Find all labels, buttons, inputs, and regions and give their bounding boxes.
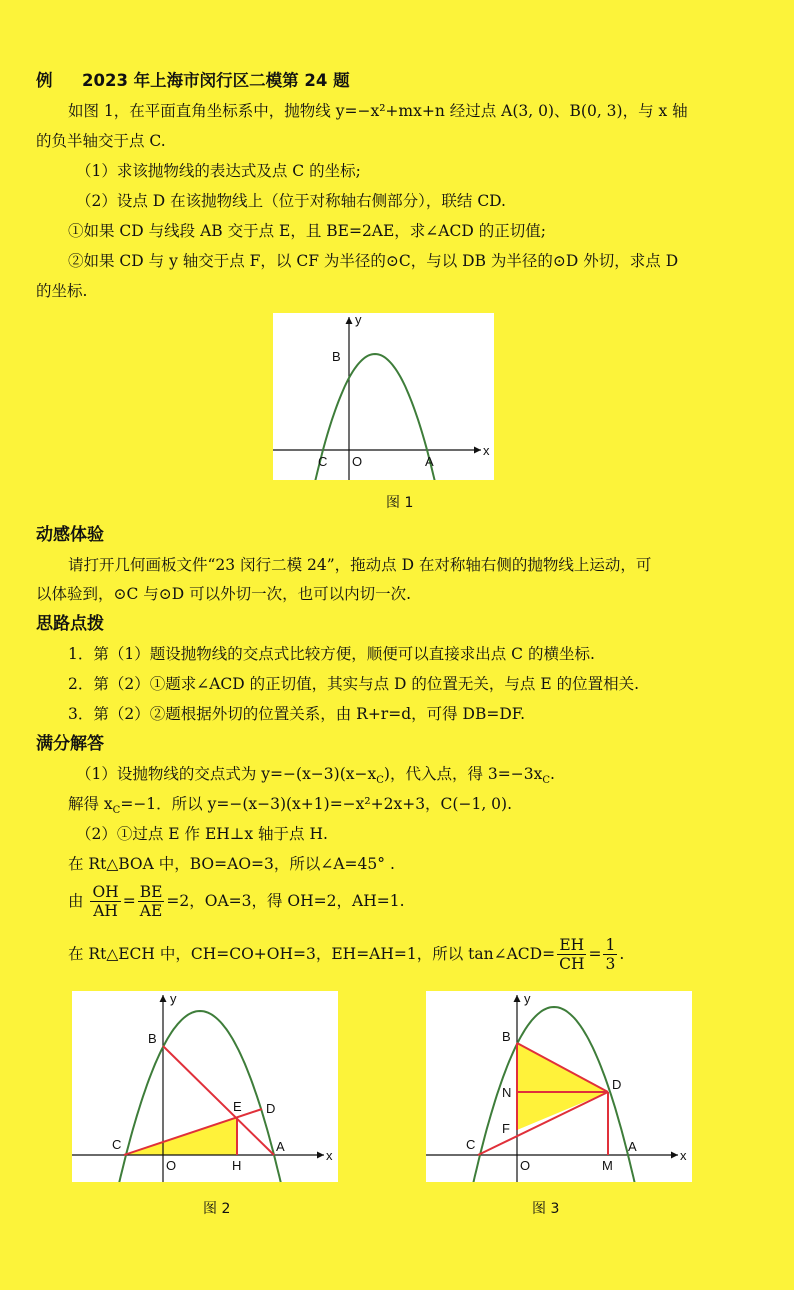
fig1-label-x: x (483, 443, 490, 458)
problem-line-2: 的负半轴交于点 C. (36, 132, 166, 150)
question-2a: ①如果 CD 与线段 AB 交于点 E，且 BE=2AE，求∠ACD 的正切值; (68, 222, 546, 240)
figure-2-caption: 图 2 (203, 1201, 231, 1217)
fig2-label-A: A (276, 1139, 285, 1154)
fig2-label-D: D (266, 1101, 276, 1116)
figure-3-svg (426, 991, 692, 1182)
s6-f2-den: 3 (605, 954, 616, 973)
fig3-label-M: M (602, 1158, 613, 1173)
s5-f2-den: AE (139, 901, 163, 920)
s6-fraction-1 (557, 936, 586, 973)
figure-2-svg (72, 991, 338, 1182)
s6-fraction-2 (603, 936, 617, 973)
figure-3 (426, 991, 692, 1182)
fig2-label-x: x (326, 1148, 333, 1163)
figure-1-caption: 图 1 (386, 495, 414, 511)
s5-fraction-1 (90, 883, 120, 920)
solution-step-3: （2）①过点 E 作 EH⊥x 轴于点 H. (76, 825, 328, 843)
s2-pre: 解得 x (68, 795, 113, 813)
s2-text: =−1．所以 y=−(x−3)(x+1)=−x²+2x+3，C(−1, 0). (120, 795, 513, 813)
dynamic-heading: 动感体验 (36, 525, 104, 545)
question-1: （1）求该抛物线的表达式及点 C 的坐标; (76, 162, 361, 180)
fig1-parabola (311, 354, 438, 480)
question-2: （2）设点 D 在该抛物线上（位于对称轴右侧部分），联结 CD. (76, 192, 506, 210)
fig3-triangle-fill (517, 1043, 608, 1130)
fig1-label-C: C (318, 454, 328, 469)
example-label: 例 (36, 71, 53, 90)
figure-2 (72, 991, 338, 1182)
hint-2: 2．第（2）①题求∠ACD 的正切值，其实与点 D 的位置无关，与点 E 的位置相关. (68, 675, 639, 693)
s6-f1-num: EH (557, 936, 586, 955)
fig2-label-B: B (148, 1031, 157, 1046)
fig3-label-D: D (612, 1077, 622, 1092)
s5-pre: 由 (68, 892, 84, 910)
fig3-label-O: O (520, 1158, 531, 1173)
s5-f1-num: OH (92, 882, 119, 901)
fig3-label-A: A (628, 1139, 637, 1154)
s5-eq: = (122, 892, 136, 910)
example-title-text: 2023 年上海市闵行区二模第 24 题 (82, 71, 350, 90)
s6-post: . (619, 945, 625, 963)
fig2-label-E: E (233, 1099, 242, 1114)
solution-step-2 (68, 793, 512, 822)
hint-1: 1．第（1）题设抛物线的交点式比较方便，顺便可以直接求出点 C 的横坐标. (68, 645, 595, 663)
solution-step-1 (76, 763, 555, 792)
fig2-label-y: y (170, 991, 177, 1006)
solution-step-5 (68, 880, 405, 921)
s1-text: （1）设抛物线的交点式为 y=−(x−3)(x−x (76, 765, 377, 783)
hint-3: 3．第（2）②题根据外切的位置关系，由 R+r=d，可得 DB=DF. (68, 705, 526, 723)
s2-sub: C (112, 805, 121, 817)
s5-f1-den: AH (93, 901, 118, 920)
dynamic-line-1: 请打开几何画板文件“23 闵行二模 24”，拖动点 D 在对称轴右侧的抛物线上运动，可 (68, 556, 652, 574)
problem-line-1: 如图 1，在平面直角坐标系中，抛物线 y=−x²+mx+n 经过点 A(3, 0)、B(0, 3)，与 x 轴 (68, 102, 688, 120)
s6-pre: 在 Rt△ECH 中，CH=CO+OH=3，EH=AH=1，所以 tan∠ACD= (68, 945, 556, 963)
hints-heading: 思路点拨 (36, 614, 104, 634)
fig3-label-y: y (524, 991, 531, 1006)
s5-post: =2，OA=3，得 OH=2，AH=1. (166, 892, 405, 910)
fig2-label-C: C (112, 1137, 122, 1152)
fig1-label-y: y (355, 313, 362, 327)
fig1-label-B: B (332, 349, 341, 364)
s1-sub: C (376, 775, 384, 787)
solution-heading: 满分解答 (36, 734, 104, 754)
s6-f2-num: 1 (605, 935, 616, 954)
fig3-label-N: N (502, 1085, 512, 1100)
s1-end: )，代入点，得 3=−3x (383, 765, 543, 783)
fig3-label-F: F (502, 1121, 510, 1136)
s6-eq: = (588, 945, 602, 963)
question-2b-line-2: 的坐标. (36, 282, 88, 300)
fig2-label-O: O (166, 1158, 177, 1173)
figure-1-svg (273, 313, 494, 480)
question-2b-line-1: ②如果 CD 与 y 轴交于点 F，以 CF 为半径的⊙C，与以 DB 为半径的⊙D 外切，求点 D (68, 252, 679, 270)
solution-step-4: 在 Rt△BOA 中，BO=AO=3，所以∠A=45° . (68, 855, 395, 873)
fig1-label-O: O (352, 454, 363, 469)
fig3-label-x: x (680, 1148, 687, 1163)
fig1-label-A: A (425, 454, 434, 469)
fig3-label-C: C (466, 1137, 476, 1152)
solution-step-6 (68, 933, 624, 974)
figure-3-caption: 图 3 (532, 1201, 560, 1217)
fig2-label-H: H (232, 1158, 242, 1173)
s1-sub2: C (542, 775, 550, 787)
s1-tail: . (549, 765, 555, 783)
fig3-label-B: B (502, 1029, 511, 1044)
fig2-parabola (119, 1011, 282, 1182)
s5-f2-num: BE (139, 882, 163, 901)
example-title (36, 70, 350, 92)
s6-f1-den: CH (559, 954, 585, 973)
s5-fraction-2 (138, 883, 165, 920)
dynamic-line-2: 以体验到，⊙C 与⊙D 可以外切一次，也可以内切一次. (36, 585, 412, 603)
figure-1 (273, 313, 494, 480)
